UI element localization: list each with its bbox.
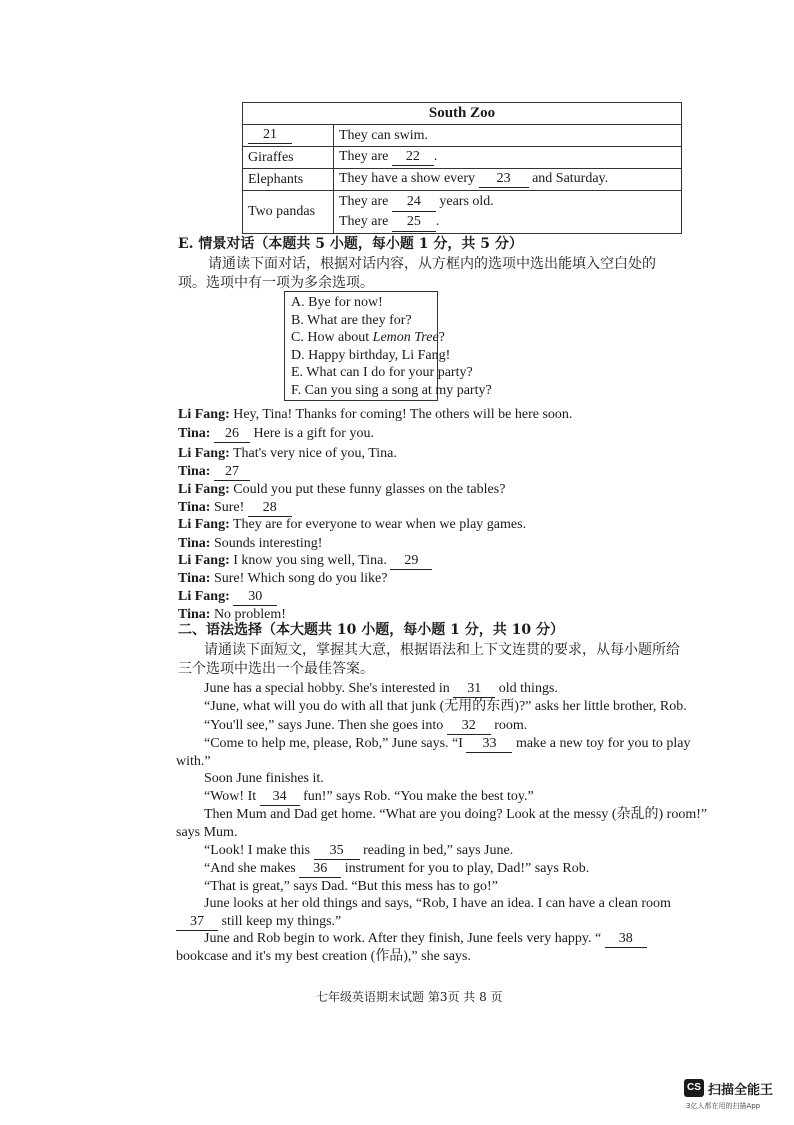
dialogue-text: Hey, Tina! Thanks for coming! The others will be here soon.	[233, 407, 573, 422]
cell-text: They are	[339, 194, 389, 209]
blank-37[interactable]: 37	[176, 913, 218, 931]
dialogue-text: Here is a gift for you.	[253, 426, 374, 441]
speaker-label: Li Fang:	[178, 482, 230, 497]
speaker-label: Tina:	[178, 536, 211, 551]
speaker-label: Li Fang:	[178, 517, 230, 532]
passage-text: bookcase and it's my best creation (作品),” she says.	[176, 949, 471, 964]
camscanner-logo-icon: CS	[684, 1079, 704, 1097]
table-row	[243, 125, 682, 147]
options-box	[284, 291, 492, 401]
cell-text: They have a show every	[339, 171, 476, 186]
blank-23[interactable]: 23	[479, 171, 529, 188]
option-text: F. Can you sing a song at my party?	[291, 382, 492, 398]
app-name: 扫描全能王	[708, 1083, 774, 1098]
passage-line	[204, 698, 708, 715]
option-item	[291, 382, 492, 400]
speaker-label: Li Fang:	[178, 553, 230, 568]
dialogue-line	[178, 570, 387, 587]
passage-text: “Look! I make this	[204, 843, 311, 858]
animal-cell: Giraffes	[243, 147, 334, 169]
passage-line	[204, 860, 708, 878]
passage-line	[204, 878, 708, 895]
passage-text: “Wow! It	[204, 789, 257, 804]
table-row	[243, 147, 682, 169]
speaker-label: Tina:	[178, 607, 211, 622]
blank-30[interactable]: 30	[233, 588, 277, 606]
option-text: ?	[438, 330, 445, 346]
blank-32[interactable]: 32	[447, 717, 491, 735]
dialogue-line	[178, 425, 374, 443]
speaker-label: Tina:	[178, 571, 211, 586]
blank-24[interactable]: 24	[392, 192, 436, 212]
blank-29[interactable]: 29	[390, 552, 432, 570]
dialogue-text: No problem!	[213, 607, 286, 622]
dialogue-line	[178, 516, 526, 533]
dialogue-text: Sure! Which song do you like?	[213, 571, 388, 586]
passage-text: Then Mum and Dad get home. “What are you doing? Look at the messy (杂乱的) room!”	[204, 807, 708, 822]
dialogue-line	[178, 606, 286, 623]
passage-line	[176, 753, 708, 770]
blank-27[interactable]: 27	[214, 463, 250, 481]
blank-26[interactable]: 26	[214, 425, 250, 443]
passage-text: room.	[494, 718, 528, 733]
blank-28[interactable]: 28	[248, 499, 292, 517]
cell-text: They are	[339, 214, 389, 229]
passage-line	[204, 806, 708, 823]
option-text: B. What are they for?	[291, 312, 412, 328]
option-item	[291, 364, 473, 382]
speaker-label: Tina:	[178, 500, 211, 515]
passage-text: “June, what will you do with all that junk (无用的东西)?” asks her little brother, Rob.	[204, 699, 687, 714]
cell-text: years old.	[439, 194, 494, 209]
passage-text: old things.	[498, 681, 558, 696]
table-title: South Zoo	[243, 103, 682, 125]
passage-text: reading in bed,” says June.	[363, 843, 514, 858]
cell-text: They can swim.	[339, 127, 429, 143]
speaker-label: Li Fang:	[178, 407, 230, 422]
passage-text: still keep my things.”	[221, 914, 342, 929]
blank-25[interactable]: 25	[392, 212, 436, 232]
passage-line	[204, 930, 708, 948]
passage-text: “Come to help me, please, Rob,” June says. “I	[204, 736, 463, 751]
passage-text: June has a special hobby. She's interested in	[204, 681, 450, 696]
speaker-label: Tina:	[178, 464, 211, 479]
dialogue-line	[178, 481, 505, 498]
blank-31[interactable]: 31	[453, 680, 495, 698]
dialogue-text: Could you put these funny glasses on the tables?	[233, 482, 506, 497]
cell-text: .	[435, 214, 440, 229]
section-2-instruction: 三个选项中选出一个最佳答案。	[178, 661, 374, 677]
dialogue-text: That's very nice of you, Tina.	[232, 446, 397, 461]
passage-line	[204, 717, 708, 735]
dialogue-line	[178, 463, 250, 481]
dialogue-line	[178, 588, 277, 606]
passage-text: “And she makes	[204, 861, 296, 876]
speaker-label: Tina:	[178, 426, 211, 441]
passage-line	[204, 842, 708, 860]
animal-cell: Two pandas	[243, 191, 334, 234]
blank-38[interactable]: 38	[605, 930, 647, 948]
table-row	[243, 191, 682, 234]
passage-line	[204, 770, 708, 787]
passage-line	[176, 948, 708, 965]
dialogue-line	[178, 499, 292, 517]
passage-text: with.”	[176, 754, 211, 769]
animal-cell: Elephants	[243, 169, 334, 191]
blank-36[interactable]: 36	[299, 860, 341, 878]
zoo-table	[242, 102, 682, 234]
option-item	[291, 329, 445, 347]
page-info: 七年级英语期末试题 第3页 共 8 页	[316, 990, 503, 1004]
dialogue-line	[178, 552, 432, 570]
option-text: E. What can I do for your party?	[291, 365, 473, 381]
passage-text: make a new toy for you to play	[515, 736, 691, 751]
passage-text: fun!” says Rob. “You make the best toy.”	[303, 789, 534, 804]
blank-35[interactable]: 35	[314, 842, 360, 860]
cell-text: and Saturday.	[532, 171, 609, 186]
blank-33[interactable]: 33	[466, 735, 512, 753]
option-text: C. How about	[291, 330, 373, 346]
option-item	[291, 294, 431, 312]
passage-text: “That is great,” says Dad. “But this mess has to go!”	[204, 879, 498, 894]
passage-line	[204, 788, 708, 806]
passage-line	[204, 895, 708, 912]
table-row	[243, 169, 682, 191]
option-text: D. Happy birthday, Li Fang!	[291, 347, 451, 363]
cell-text: They are	[339, 149, 389, 164]
passage-text: “You'll see,” says June. Then she goes into	[204, 718, 444, 733]
cell-text: .	[433, 149, 438, 164]
app-tagline: 3亿人都在用的扫描App	[686, 1102, 761, 1110]
option-item	[291, 347, 451, 365]
blank-34[interactable]: 34	[260, 788, 300, 806]
passage-text: June and Rob begin to work. After they finish, June feels very happy. “	[204, 931, 602, 946]
speaker-label: Li Fang:	[178, 446, 230, 461]
option-item	[291, 312, 431, 330]
section-2-instruction: 请通读下面短文，掌握其大意，根据语法和上下文连贯的要求，从每小题所给	[204, 642, 680, 658]
section-e-instruction: 项。选项中有一项为多余选项。	[178, 275, 374, 291]
passage-text: June looks at her old things and says, “Rob, I have an idea. I can have a clean room	[204, 896, 671, 911]
passage-line	[176, 824, 708, 841]
dialogue-text: Sure!	[213, 500, 245, 515]
dialogue-text: Sounds interesting!	[213, 536, 323, 551]
passage-line	[176, 913, 708, 931]
passage-text: Soon June finishes it.	[204, 771, 324, 786]
dialogue-text: I know you sing well, Tina.	[233, 553, 387, 568]
dialogue-line	[178, 535, 322, 552]
option-emphasis: Lemon Tree	[372, 330, 439, 346]
passage-text: says Mum.	[176, 825, 238, 840]
section-e-instruction: 请通读下面对话，根据对话内容，从方框内的选项中选出能填入空白处的	[208, 256, 656, 272]
speaker-label: Li Fang:	[178, 589, 230, 604]
passage-text: instrument for you to play, Dad!” says Rob.	[344, 861, 590, 876]
passage-line	[204, 680, 708, 698]
passage-line	[204, 735, 708, 753]
section-e-heading: E. 情景对话（本题共 5 小题，每小题 1 分，共 5 分）	[178, 236, 523, 252]
section-2-heading: 二、语法选择（本大题共 10 小题，每小题 1 分，共 10 分）	[178, 622, 564, 638]
dialogue-text: They are for everyone to wear when we play games.	[232, 517, 527, 532]
option-text: A. Bye for now!	[291, 295, 383, 310]
dialogue-line	[178, 445, 397, 462]
dialogue-line	[178, 406, 572, 423]
blank-21[interactable]: 21	[248, 127, 292, 144]
blank-22[interactable]: 22	[392, 149, 434, 166]
